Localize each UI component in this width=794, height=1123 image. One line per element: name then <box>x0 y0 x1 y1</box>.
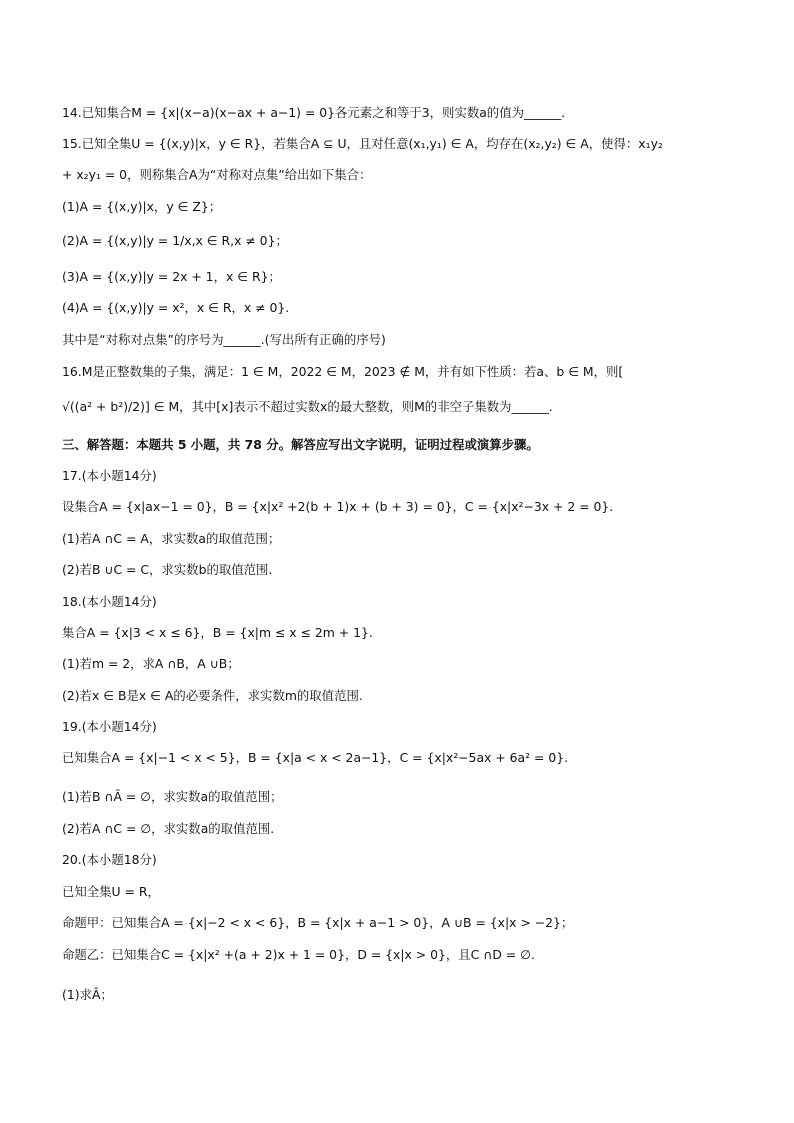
question-20-proposition-b: 命题乙：已知集合C = {x|x² +(a + 2)x + 1 = 0}，D = {x|x > 0}，且C ∩D = ∅. <box>62 947 535 962</box>
question-19-stem: 已知集合A = {x|−1 < x < 5}，B = {x|a < x < 2a−1}，C = {x|x²−5ax + 6a² = 0}. <box>62 750 569 765</box>
question-20-heading: 20.(本小题18分) <box>62 852 157 867</box>
question-16-stem: 16.M是正整数集的子集，满足：1 ∈ M，2022 ∈ M，2023 ∉ M，并有如下性质：若a、b ∈ M，则[ <box>62 364 624 379</box>
question-20-stem: 已知全集U = R， <box>62 884 160 899</box>
question-15-set-4: (4)A = {(x,y)|y = x²，x ∈ R，x ≠ 0}. <box>62 300 290 315</box>
question-17-heading: 17.(本小题14分) <box>62 468 157 483</box>
question-20-proposition-a: 命题甲：已知集合A = {x|−2 < x < 6}，B = {x|x + a−1 > 0}，A ∪B = {x|x > −2}； <box>62 915 574 930</box>
question-15-set-2: (2)A = {(x,y)|y = 1/x,x ∈ R,x ≠ 0}； <box>62 233 288 248</box>
question-18-part-2: (2)若x ∈ B是x ∈ A的必要条件，求实数m的取值范围. <box>62 688 363 703</box>
question-18-part-1: (1)若m = 2，求A ∩B，A ∪B； <box>62 656 240 671</box>
question-19-heading: 19.(本小题14分) <box>62 719 157 734</box>
question-18-stem: 集合A = {x|3 < x ≤ 6}，B = {x|m ≤ x ≤ 2m + 1}. <box>62 625 373 640</box>
question-19-part-2: (2)若A ∩C = ∅，求实数a的取值范围. <box>62 821 275 836</box>
question-15-prompt: 其中是“对称对点集”的序号为______.(写出所有正确的序号) <box>62 332 386 347</box>
question-15-stem-cont: + x₂y₁ = 0，则称集合A为“对称对点集”给出如下集合： <box>62 167 372 182</box>
question-16-stem-cont: √((a² + b²)/2)] ∈ M，其中[x]表示不超过实数x的最大整数，则M的非空子集数为______. <box>62 399 553 414</box>
question-15-stem: 15.已知全集U = {(x,y)|x，y ∈ R}，若集合A ⊆ U，且对任意(x₁,y₁) ∈ A，均存在(x₂,y₂) ∈ A，使得：x₁y₂ <box>62 136 663 151</box>
question-17-part-2: (2)若B ∪C = C，求实数b的取值范围. <box>62 562 273 577</box>
question-18-heading: 18.(本小题14分) <box>62 594 157 609</box>
question-14: 14.已知集合M = {x|(x−a)(x−ax + a−1) = 0}各元素之和等于3，则实数a的值为______. <box>62 105 566 120</box>
question-17-part-1: (1)若A ∩C = A，求实数a的取值范围； <box>62 531 281 546</box>
question-20-part-1: (1)求Ā； <box>62 987 113 1002</box>
question-15-set-1: (1)A = {(x,y)|x，y ∈ Z}； <box>62 199 222 214</box>
question-19-part-1: (1)若B ∩Ā = ∅，求实数a的取值范围； <box>62 789 283 804</box>
question-17-stem: 设集合A = {x|ax−1 = 0}，B = {x|x² +2(b + 1)x + (b + 3) = 0}，C = {x|x²−3x + 2 = 0}. <box>62 499 614 514</box>
question-15-set-3: (3)A = {(x,y)|y = 2x + 1，x ∈ R}； <box>62 269 281 284</box>
section-3-heading: 三、解答题：本题共 5 小题，共 78 分。解答应写出文字说明，证明过程或演算步骤。 <box>62 437 539 452</box>
